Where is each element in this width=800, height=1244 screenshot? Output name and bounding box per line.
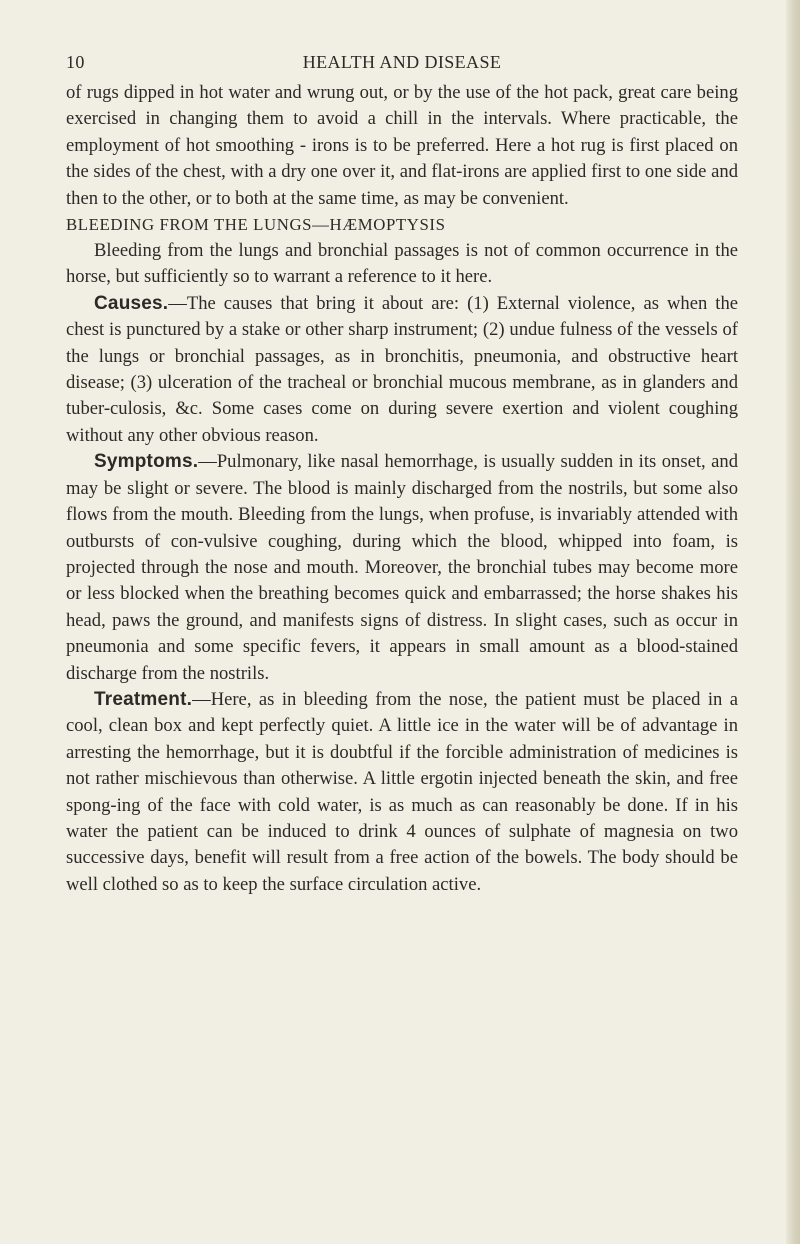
causes-text: —The causes that bring it about are: (1) External violence, as when the chest is punctured by a stake or other sharp instrument; (2) undue fulness of the vessels of the lungs or bronchial passages, as in bronchitis, pneumonia, and obstructive heart disease; (3) ulceration of the tracheal or bronchial mucous membrane, as in glanders and tuber-culosis, &c. Some cases come on during severe exertion and violent coughing without any other obvious reason. — [66, 292, 738, 446]
causes-paragraph — [66, 291, 738, 449]
opening-paragraph: of rugs dipped in hot water and wrung out, or by the use of the hot pack, great care being exercised in changing them to avoid a chill in the intervals. Where practicable, the employment of hot smoothing - irons is to be preferred. Here a hot rug is first placed on the sides of the chest, with a dry one over it, and flat-irons are applied first to one side and then to the other, or to both at the same time, as may be convenient. — [66, 82, 738, 209]
running-head: HEALTH AND DISEASE — [302, 52, 502, 72]
symptoms-text: —Pulmonary, like nasal hemorrhage, is usually sudden in its onset, and may be slight or severe. The blood is mainly discharged from the nostrils, but some also flows from the mouth. Bleeding from the lungs, when profuse, is invariably attended with outbursts of con-vulsive coughing, during which the blood, whipped into foam, is projected through the nose and mouth. Moreover, the bronchial tubes may become more or less blocked when the breathing becomes quick and embarrassed; the horse shakes his head, paws the ground, and manifests signs of distress. In slight cases, such as occur in pneumonia and some specific fevers, it appears in small amount as a blood-stained discharge from the nostrils. — [66, 451, 738, 684]
page-number: 10 — [66, 52, 85, 72]
treatment-label: Treatment. — [94, 688, 193, 710]
page-header — [66, 52, 738, 78]
causes-label: Causes. — [94, 292, 169, 314]
treatment-paragraph — [66, 687, 738, 898]
intro-paragraph: Bleeding from the lungs and bronchial passages is not of common occurrence in the horse, but sufficiently so to warrant a reference to it here. — [66, 240, 738, 288]
symptoms-label: Symptoms. — [94, 451, 199, 473]
section-heading: BLEEDING FROM THE LUNGS—HÆMOPTYSIS — [66, 215, 446, 235]
treatment-text: —Here, as in bleeding from the nose, the patient must be placed in a cool, clean box and kept perfectly quiet. A little ice in the water will be of advantage in arresting the hemorrhage, but it is doubtful if the forcible administration of medicines is not rather mischievous than otherwise. A little ergotin injected beneath the skin, and free spong-ing of the face with cold water, is as much as can reasonably be done. If in his water the patient can be induced to drink 4 ounces of sulphate of magnesia on two successive days, benefit will result from a free action of the bowels. The body should be well clothed so as to keep the surface circulation active. — [66, 688, 738, 895]
page-edge-shadow — [786, 0, 800, 1244]
symptoms-paragraph — [66, 449, 738, 687]
page-body — [66, 80, 738, 898]
